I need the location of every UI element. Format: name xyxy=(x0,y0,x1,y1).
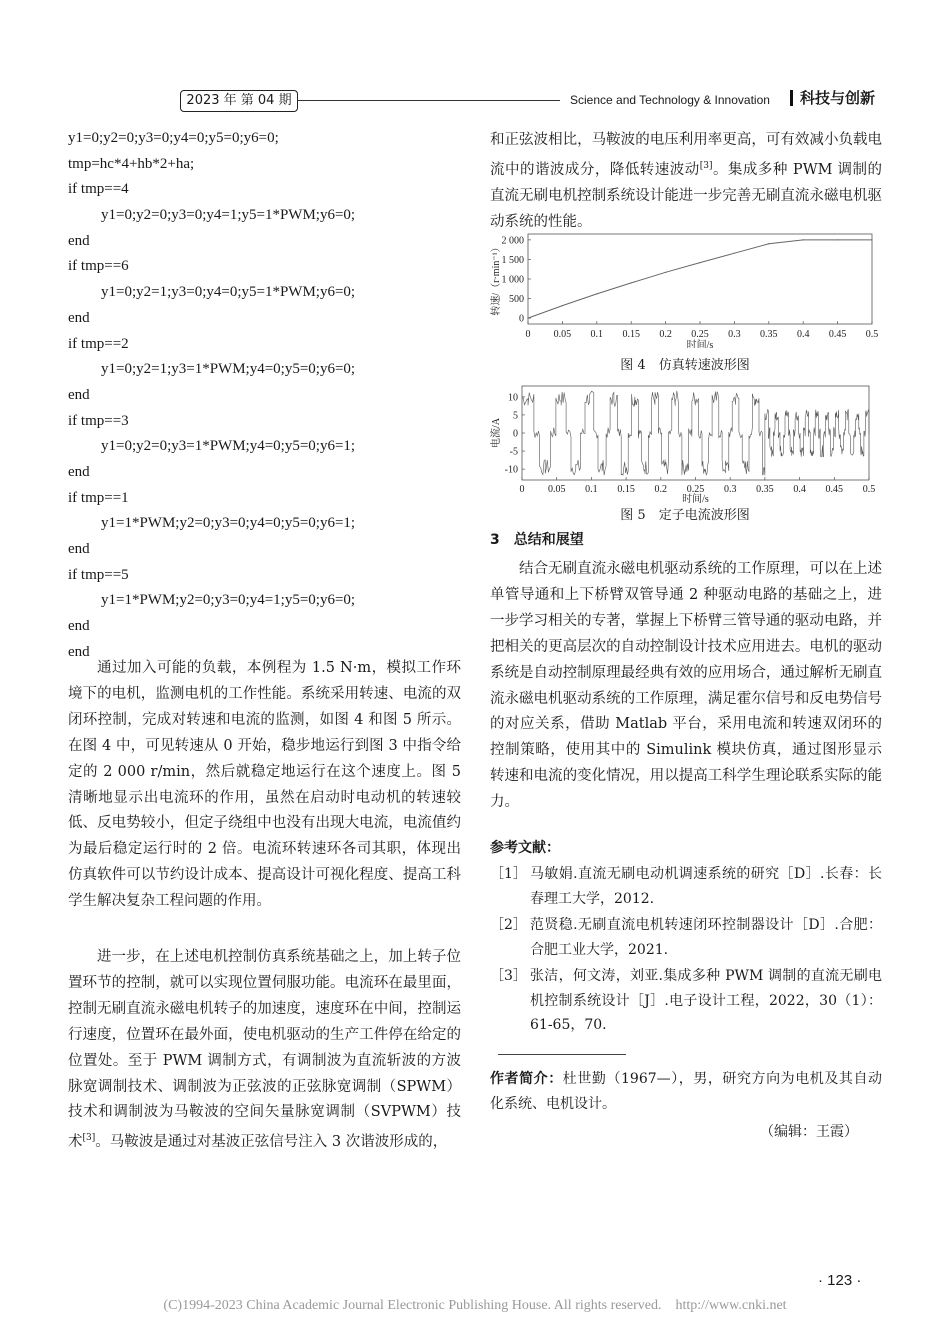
y-tick-label: 5 xyxy=(513,410,518,422)
speed-data-point xyxy=(665,272,666,273)
y-tick-label: -10 xyxy=(504,464,518,476)
journal-name-cn: 科技与创新 xyxy=(800,89,876,107)
speed-data-point xyxy=(631,282,632,283)
author-text: 杜世勤（1967—），男，研究方向为电机及其自动化系统、电机设计。 xyxy=(490,1071,883,1112)
author-label: 作者简介： xyxy=(490,1071,563,1087)
code-line: y1=0;y2=0;y3=0;y4=1;y5=1*PWM;y6=0; xyxy=(101,207,356,224)
copyright-footer: (C)1994-2023 China Academic Journal Electronic Publishing House. All rights reserved. http://www.cnki.net xyxy=(163,1298,787,1313)
x-tick-label: 0.2 xyxy=(654,484,668,495)
reference-text: 张洁，何文涛，刘亚.集成多种 PWM 调制的直流无刷电机控制系统设计［J］.电子设计工程，2022，30（1）：61-65，70. xyxy=(530,968,882,1033)
y-tick-label: -5 xyxy=(509,446,518,458)
speed-series-line xyxy=(528,240,872,318)
speed-data-point xyxy=(803,239,804,240)
right-paragraph-1 xyxy=(490,128,882,235)
x-tick-label: 0.35 xyxy=(756,484,774,495)
citation-ref: [3] xyxy=(699,160,713,171)
y-tick-label: 10 xyxy=(508,392,518,404)
paragraph-text: 和正弦波相比，马鞍波的电压利用率更高，可有效减小负载电流中的谐波成分，降低转速波动[3]。集成多种 PWM 调制的直流无刷电机控制系统设计能进一步完善无刷直流永磁电机驱动系统的性能。 xyxy=(490,132,882,230)
x-tick-label: 0.4 xyxy=(793,484,806,495)
speed-data-point xyxy=(596,293,597,294)
code-line: if tmp==1 xyxy=(68,489,129,506)
page-number: · 123 · xyxy=(818,1272,862,1289)
plot-frame xyxy=(528,234,872,324)
speed-data-point xyxy=(734,253,735,254)
x-axis-label: 时间/s xyxy=(682,494,709,505)
x-tick-label: 0.3 xyxy=(723,484,737,495)
footnote-rule xyxy=(498,1054,626,1055)
figure-4-speed-chart xyxy=(488,228,883,352)
figure-5-caption: 图 5 定子电流波形图 xyxy=(620,508,750,523)
header-rule xyxy=(297,100,560,101)
plot-frame xyxy=(522,386,869,480)
section-3-paragraph xyxy=(490,557,882,816)
left-paragraph-1 xyxy=(68,656,461,915)
paragraph-text: 结合无刷直流永磁电机驱动系统的工作原理，可以在上述单管导通和上下桥臂双管导通 2 种驱动电路的基础之上，进一步学习相关的专著，掌握上下桥臂三管导通的驱动电路，并把相关的更高层次的自动控制设计技术应用进去。电机的驱动系统是自动控制原理最经典有效的应用场合，通过解析无刷直流永磁电机驱动系统的工作原理，满足霍尔信号和反电势信号的对应关系，借助 Matlab 平台，采用电流和转速双闭环的控制策略，使用其中的 Simulink 模块仿真，通过图形显示转速和电流的变化情况，用以提高工科学生理论联系实际的能力。 xyxy=(490,561,882,811)
x-tick-label: 0.15 xyxy=(622,329,640,340)
x-tick-label: 0.5 xyxy=(862,484,876,495)
citation-ref: [3] xyxy=(82,1133,96,1144)
current-chart-svg xyxy=(488,380,883,505)
reference-number: ［3］ xyxy=(490,968,527,984)
code-line: y1=0;y2=0;y3=0;y4=0;y5=0;y6=0; xyxy=(68,130,279,146)
issue-label: 2023 年 第 04 期 xyxy=(180,90,298,112)
y-tick-label: 0 xyxy=(519,313,524,325)
paragraph-text: 进一步，在上述电机控制仿真系统基础之上，加上转子位置环节的控制，就可以实现位置伺服功能。电流环在最里面，控制无刷直流永磁电机转子的加速度，速度环在中间，控制运行速度，位置环在最外面，使电机驱动的生产工件停在给定的位置处。至于 PWM 调制方式，有调制波为直流斩波的方波脉宽调制技术、调制波为正弦波的正弦脉宽调制（SPWM）技术和调制波为马鞍波的空间矢量脉宽调制（SVPWM）技术[3]。马鞍波是通过对基波正弦信号注入 3 次谐波形成的， xyxy=(68,949,461,1151)
author-bio xyxy=(490,1067,882,1117)
y-tick-label: 2 000 xyxy=(501,235,524,247)
reference-item xyxy=(490,862,882,911)
speed-data-point xyxy=(699,262,700,263)
code-line: if tmp==6 xyxy=(68,258,129,275)
reference-item xyxy=(490,913,882,962)
speed-data-point xyxy=(768,243,769,244)
code-line: if tmp==3 xyxy=(68,412,129,429)
paragraph-text: 通过加入可能的负载，本例程为 1.5 N·m，模拟工作环境下的电机，监测电机的工作性能。系统采用转速、电流的双闭环控制，完成对转速和电流的监测，如图 4 和图 5 所示。在图 4 中，可见转速从 0 开始，稳步地运行到图 3 中指令给定的 2 000 r/min，然后就稳定地运行在这个速度上。图 5 清晰地显示出电流环的作用，虽然在启动时电动机的转速较低、反电势较小，但定子绕组中也没有出现大电流，电流值约为最后稳定运行时的 2 倍。电流环转速环各司其职，体现出仿真软件可以节约设计成本、提高设计可视化程度、提高工科学生解决复杂工程问题的作用。 xyxy=(68,660,461,910)
y-axis-label: 转速/（r·min⁻¹） xyxy=(491,242,502,316)
speed-data-point xyxy=(527,318,528,319)
x-tick-label: 0.2 xyxy=(659,329,672,340)
speed-chart-svg xyxy=(488,228,883,348)
code-line: y1=1*PWM;y2=0;y3=0;y4=0;y5=0;y6=1; xyxy=(101,515,356,532)
x-tick-label: 0.3 xyxy=(728,329,741,340)
x-tick-label: 0.15 xyxy=(617,484,635,495)
x-tick-label: 0.05 xyxy=(553,329,572,340)
left-paragraph-2 xyxy=(68,945,461,1156)
code-line: y1=0;y2=1;y3=1*PWM;y4=0;y5=0;y6=0; xyxy=(101,361,356,378)
reference-text: 范贤稳.无刷直流电机转速闭环控制器设计［D］.合肥：合肥工业大学，2021. xyxy=(530,917,882,958)
code-line: if tmp==4 xyxy=(68,181,129,198)
code-line: end xyxy=(68,618,90,635)
x-tick-label: 0 xyxy=(519,484,525,495)
reference-text: 马敏娟.直流无刷电动机调速系统的研究［D］.长春：长春理工大学，2012. xyxy=(530,866,882,907)
code-line: end xyxy=(68,463,90,480)
reference-number: ［2］ xyxy=(490,917,527,933)
code-line: end xyxy=(68,541,90,557)
code-line: end xyxy=(68,309,90,326)
x-tick-label: 0.25 xyxy=(691,329,709,340)
y-axis-label: 电流/A xyxy=(491,418,502,448)
code-line: end xyxy=(68,232,90,249)
x-tick-label: 0.1 xyxy=(590,329,604,340)
x-tick-label: 0.5 xyxy=(865,329,879,340)
header-divider xyxy=(790,90,793,106)
x-tick-label: 0.05 xyxy=(547,484,566,495)
code-line: if tmp==2 xyxy=(68,335,129,352)
y-tick-label: 1 500 xyxy=(501,254,524,266)
x-tick-label: 0.25 xyxy=(686,484,705,495)
y-tick-label: 1 000 xyxy=(501,274,524,286)
code-line: y1=1*PWM;y2=0;y3=0;y4=1;y5=0;y6=0; xyxy=(101,592,356,609)
code-line: end xyxy=(68,643,90,660)
references-heading: 参考文献： xyxy=(490,840,560,856)
x-tick-label: 0 xyxy=(525,329,531,340)
y-tick-label: 500 xyxy=(509,294,524,306)
y-tick-label: 0 xyxy=(513,428,518,440)
code-block xyxy=(68,126,468,665)
reference-item xyxy=(490,964,882,1038)
code-line: end xyxy=(68,386,90,403)
code-line: tmp=hc*4+hb*2+ha; xyxy=(68,155,195,172)
figure-4-caption: 图 4 仿真转速波形图 xyxy=(620,358,750,373)
code-line: y1=0;y2=0;y3=1*PWM;y4=0;y5=0;y6=1; xyxy=(101,438,356,455)
editor-note: （编辑：王霞） xyxy=(760,1124,858,1140)
x-tick-label: 0.35 xyxy=(760,329,778,340)
x-tick-label: 0.45 xyxy=(828,329,847,340)
code-line: if tmp==5 xyxy=(68,566,129,583)
speed-data-point xyxy=(837,239,838,240)
speed-data-point xyxy=(871,239,872,240)
speed-data-point xyxy=(562,305,563,306)
x-tick-label: 0.1 xyxy=(585,484,598,495)
current-series-line xyxy=(522,391,869,475)
x-axis-label: 时间/s xyxy=(686,340,714,348)
x-tick-label: 0.45 xyxy=(825,484,844,495)
code-line: y1=0;y2=1;y3=0;y4=0;y5=1*PWM;y6=0; xyxy=(101,284,356,301)
figure-5-current-chart xyxy=(488,380,883,509)
journal-name-en: Science and Technology & Innovation xyxy=(570,93,770,107)
section-3-heading: 3 总结和展望 xyxy=(490,532,584,548)
x-tick-label: 0.4 xyxy=(796,329,810,340)
reference-number: ［1］ xyxy=(490,866,527,882)
